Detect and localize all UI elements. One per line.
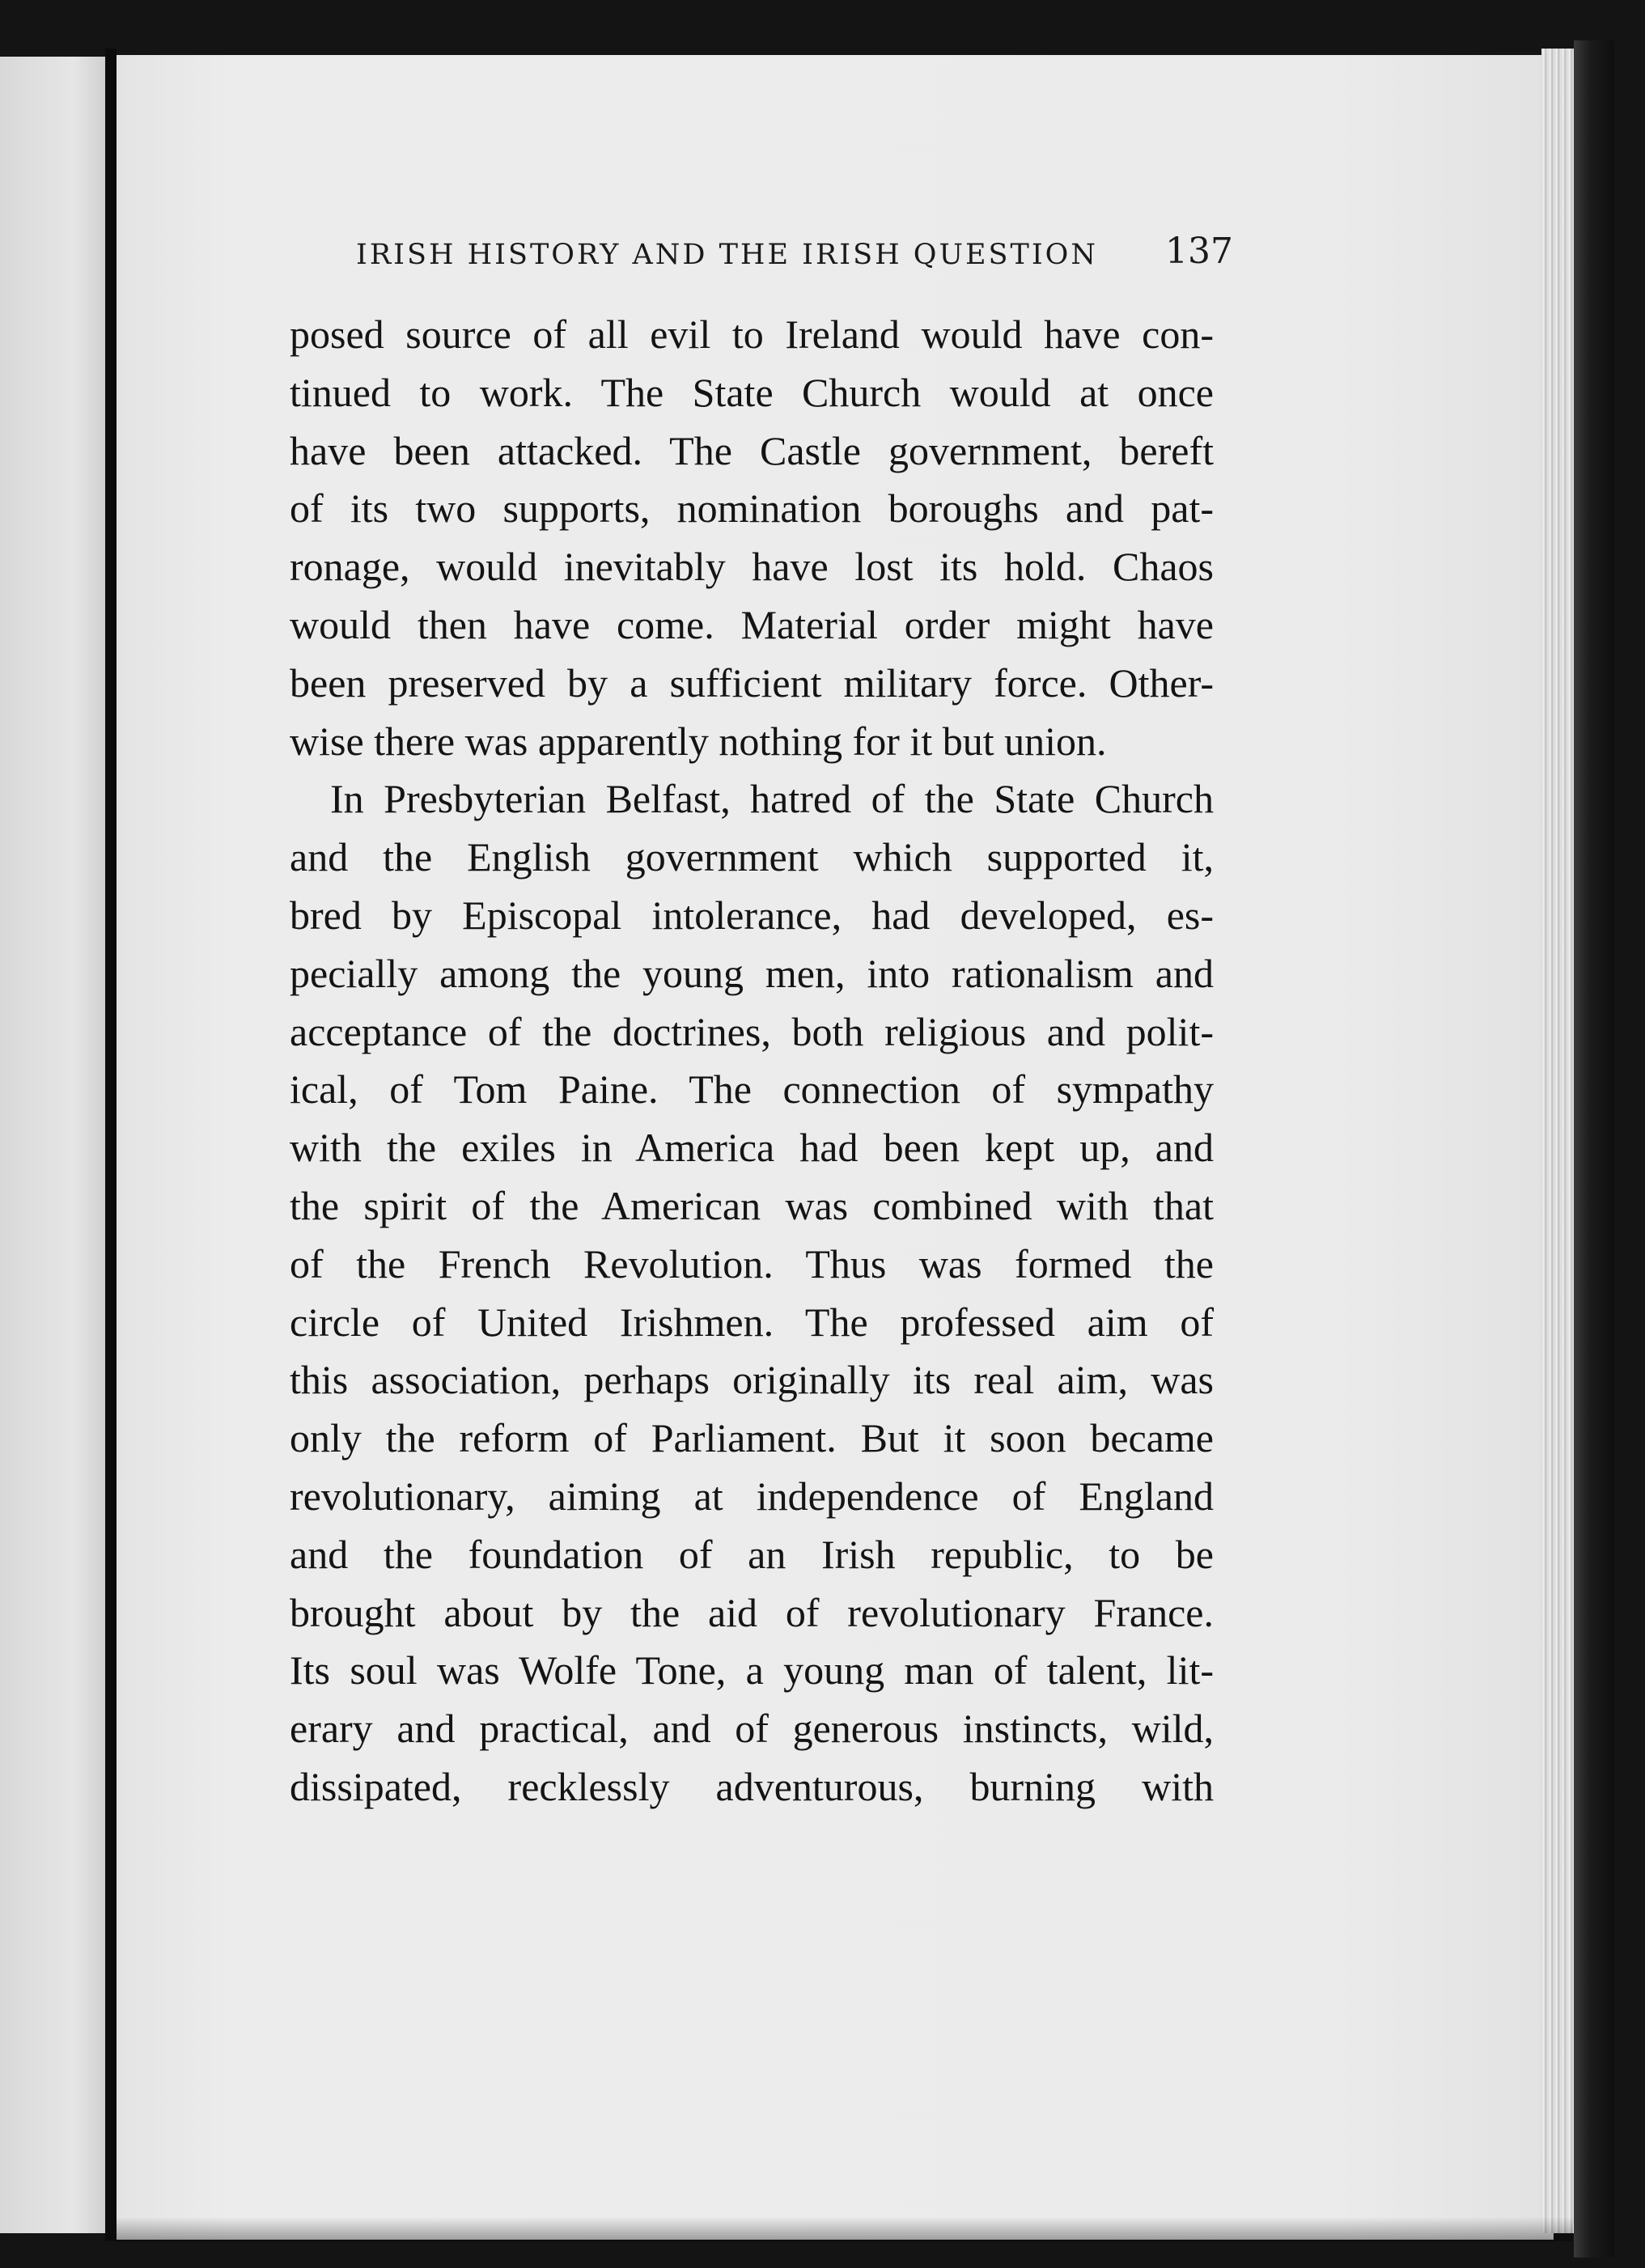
text-line: acceptance of the doctrines, both religious and polit- bbox=[290, 1008, 1214, 1054]
text-line: and the foundation of an Irish republic, to be bbox=[290, 1531, 1214, 1577]
text-line: of its two supports, nomination boroughs and pat- bbox=[290, 485, 1214, 532]
text-line: and the English government which supported it, bbox=[290, 834, 1214, 880]
body-text bbox=[290, 306, 1214, 1817]
text-line: erary and practical, and of generous instincts, wild, bbox=[290, 1706, 1214, 1752]
text-line: would then have come. Material order might have bbox=[290, 601, 1214, 647]
text-line: bred by Episcopal intolerance, had developed, es- bbox=[290, 892, 1214, 938]
page-edge-stack bbox=[1541, 49, 1574, 2233]
text-line: brought about by the aid of revolutionary France. bbox=[290, 1589, 1214, 1635]
text-line: tinued to work. The State Church would at once bbox=[290, 369, 1214, 415]
text-line: been preserved by a sufficient military force. Other- bbox=[290, 659, 1214, 706]
running-head-title: IRISH HISTORY AND THE IRISH QUESTION bbox=[356, 239, 1098, 271]
text-line: In Presbyterian Belfast, hatred of the State Church bbox=[330, 776, 1214, 822]
previous-page-edge bbox=[0, 57, 105, 2233]
page-bottom-shadow bbox=[117, 2217, 1573, 2241]
text-line: ical, of Tom Paine. The connection of sympathy bbox=[290, 1066, 1214, 1113]
text-line: only the reform of Parliament. But it soon became bbox=[290, 1415, 1214, 1461]
text-line: circle of United Irishmen. The professed aim of bbox=[290, 1299, 1214, 1345]
text-line: have been attacked. The Castle government, bereft bbox=[290, 427, 1214, 473]
text-line: wise there was apparently nothing for it but union. bbox=[290, 718, 1107, 764]
book-gutter bbox=[105, 49, 117, 2241]
running-head bbox=[356, 231, 1233, 279]
page-number: 137 bbox=[1165, 231, 1233, 272]
book-cover-edge bbox=[1574, 40, 1614, 2257]
text-line: the spirit of the American was combined with that bbox=[290, 1182, 1214, 1228]
text-line: dissipated, recklessly adventurous, burning with bbox=[290, 1763, 1214, 1809]
text-line: revolutionary, aiming at independence of England bbox=[290, 1473, 1214, 1519]
text-line: with the exiles in America had been kept up, and bbox=[290, 1125, 1214, 1171]
text-line: of the French Revolution. Thus was formed the bbox=[290, 1240, 1214, 1287]
text-line: ronage, would inevitably have lost its hold. Chaos bbox=[290, 544, 1214, 590]
text-line: pecially among the young men, into rationalism and bbox=[290, 950, 1214, 996]
text-line: Its soul was Wolfe Tone, a young man of talent, lit- bbox=[290, 1647, 1214, 1694]
text-line: posed source of all evil to Ireland would have con- bbox=[290, 312, 1214, 357]
text-line: this association, perhaps originally its real aim, was bbox=[290, 1357, 1214, 1403]
